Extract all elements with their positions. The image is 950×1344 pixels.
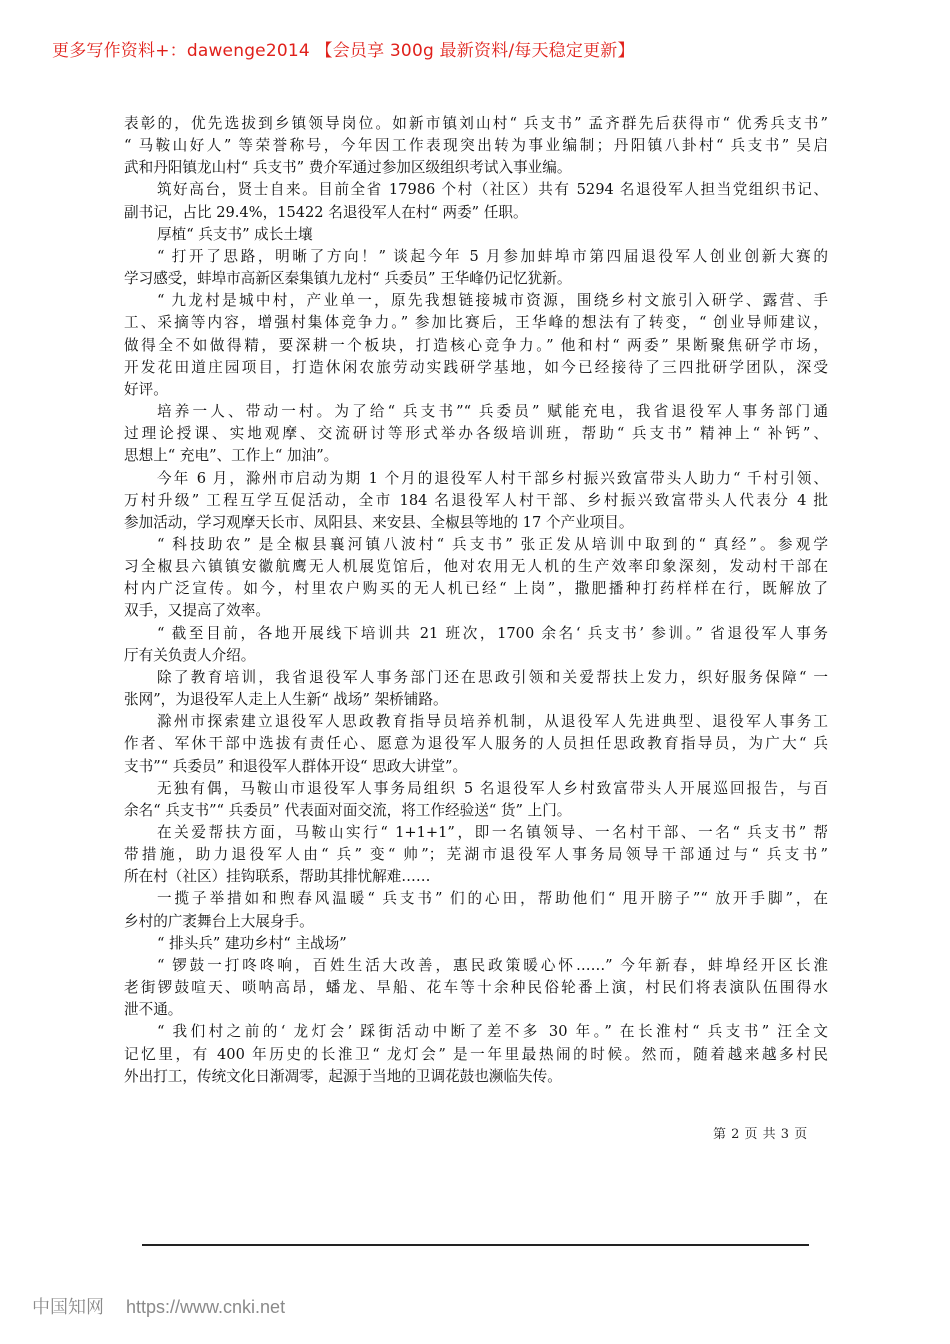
paragraph — [124, 401, 828, 467]
text-line: 滁州市探索建立退役军人思政教育指导员培养机制，从退役军人先进典型、退役军人事务工 — [157, 713, 828, 731]
paragraph — [124, 246, 828, 290]
text-line: 无独有偶，马鞍山市退役军人事务局组织 5 名退役军人乡村致富带头人开展巡回报告，与百 — [157, 779, 828, 797]
text-line: 武和丹阳镇龙山村“ 兵支书” 费介军通过参加区级组织考试入事业编。 — [124, 159, 572, 177]
paragraph — [124, 1021, 828, 1087]
watermark-footer — [32, 1293, 307, 1319]
text-line: 带措施，助力退役军人由“ 兵” 变“ 帅”；芜湖市退役军人事务局领导干部通过与“ 兵支书” — [124, 846, 828, 864]
footer-brand: 中国知网 — [32, 1297, 104, 1317]
text-line: 思想上“ 充电”、工作上“ 加油”。 — [124, 447, 339, 465]
text-line: 在关爱帮扶方面，马鞍山实行“ 1+1+1”，即一名镇领导、一名村干部、一名“ 兵支书” 帮 — [157, 824, 828, 841]
text-line: 好评。 — [124, 380, 168, 398]
text-line: 厅有关负责人介绍。 — [124, 646, 256, 664]
paragraph — [124, 778, 828, 822]
text-line: 开发花田道庄园项目，打造休闲农旅劳动实践研学基地，如今已经接待了三四批研学团队，深受 — [124, 358, 828, 376]
text-line: 表彰的，优先选拔到乡镇领导岗位。如新市镇刘山村“ 兵支书” 孟齐群先后获得市“ 优秀兵支书” — [124, 115, 828, 132]
text-line: 老街锣鼓喧天、唢呐高昂，蟠龙、旱船、花车等十余种民俗轮番上演，村民们将表演队伍围得水 — [124, 979, 828, 997]
text-line: 学习感受，蚌埠市高新区秦集镇九龙村“ 兵委员” 王华峰仍记忆犹新。 — [124, 270, 572, 288]
paragraph — [124, 822, 828, 888]
text-line: “ 截至目前，各地开展线下培训共 21 班次，1700 余名‘ 兵支书’ 参训。” 省退役军人事务 — [157, 624, 828, 642]
paragraph — [124, 224, 828, 246]
paragraph — [124, 667, 828, 711]
text-line: 培养一人、带动一村。为了给“ 兵支书”“ 兵委员” 赋能充电，我省退役军人事务部门通 — [157, 403, 828, 421]
text-line: 副书记，占比 29.4%，15422 名退役军人在村“ 两委” 任职。 — [124, 203, 528, 221]
paragraph — [124, 534, 828, 623]
text-line: 做得全不如做得精，要深耕一个板块，打造核心竞争力。” 他和村“ 两委” 果断聚焦研学市场， — [124, 336, 828, 354]
text-line: 所在村（社区）挂钩联系，帮助其排忧解难…… — [124, 868, 431, 886]
paragraph — [124, 711, 828, 777]
text-line: 厚植“ 兵支书” 成长土壤 — [157, 225, 313, 243]
text-line: 余名“ 兵支书”“ 兵委员” 代表面对面交流，将工作经验送“ 货” 上门。 — [124, 801, 572, 819]
text-line: 筑好高台，贤士自来。目前全省 17986 个村（社区）共有 5294 名退役军人担当党组织书记、 — [157, 181, 828, 199]
text-line: 今年 6 月，滁州市启动为期 1 个月的退役军人村干部乡村振兴致富带头人助力“ 千村引领、 — [157, 469, 828, 487]
paragraph — [124, 955, 828, 1021]
paragraph — [124, 623, 828, 667]
article-body — [124, 113, 828, 1088]
text-line: 外出打工，传统文化日渐凋零，起源于当地的卫调花鼓也濒临失传。 — [124, 1067, 562, 1085]
promo-banner: 更多写作资料+：dawenge2014 【会员享 300g 最新资料/每天稳定更新】 — [52, 41, 635, 61]
text-line: “ 锣鼓一打咚咚响，百姓生活大改善，惠民政策暖心怀……” 今年新春，蚌埠经开区长淮 — [157, 956, 828, 974]
paragraph — [124, 113, 828, 179]
footer-url[interactable]: https://www.cnki.net — [126, 1297, 286, 1317]
text-line: 一揽子举措如和煦春风温暖“ 兵支书” 们的心田，帮助他们“ 甩开膀子”“ 放开手脚”，在 — [157, 890, 828, 908]
text-line: 工、采摘等内容，增强村集体竞争力。” 参加比赛后，王华峰的想法有了转变，“ 创业导师建议， — [124, 314, 828, 332]
text-line: “ 科技助农” 是全椒县襄河镇八波村“ 兵支书” 张正发从培训中取到的“ 真经”。参观学 — [157, 535, 828, 553]
text-line: “ 九龙村是城中村，产业单一，原先我想链接城市资源，围绕乡村文旅引入研学、露营、手 — [157, 292, 828, 310]
footer-divider — [142, 1244, 809, 1246]
text-line: 作者、军休干部中选拔有责任心、愿意为退役军人服务的人员担任思政教育指导员，为广大“ 兵 — [124, 735, 828, 753]
page-number: 第 2 页 共 3 页 — [713, 1127, 808, 1142]
text-line: 张网”，为退役军人走上人生新“ 战场” 架桥铺路。 — [124, 691, 448, 709]
text-line: 泄不通。 — [124, 1001, 183, 1019]
text-line: “ 打开了思路，明晰了方向！” 谈起今年 5 月参加蚌埠市第四届退役军人创业创新大赛的 — [157, 247, 828, 265]
text-line: “ 马鞍山好人” 等荣誉称号，今年因工作表现突出转为事业编制；丹阳镇八卦村“ 兵支书” 吴启 — [124, 137, 828, 155]
paragraph — [124, 888, 828, 932]
paragraph — [124, 179, 828, 223]
text-line: 记忆里，有 400 年历史的长淮卫“ 龙灯会” 是一年里最热闹的时候。然而，随着越来越多村民 — [124, 1045, 828, 1063]
text-line: 支书”“ 兵委员” 和退役军人群体开设“ 思政大讲堂”。 — [124, 757, 468, 775]
paragraph — [124, 933, 828, 955]
text-line: 乡村的广袤舞台上大展身手。 — [124, 912, 314, 930]
text-line: 除了教育培训，我省退役军人事务部门还在思政引领和关爱帮扶上发力，织好服务保障“ 一 — [157, 668, 828, 686]
paragraph — [124, 468, 828, 534]
text-line: 过理论授课、实地观摩、交流研讨等形式举办各级培训班，帮助“ 兵支书” 精神上“ 补钙”、 — [124, 425, 828, 443]
text-line: 双手，又提高了效率。 — [124, 602, 270, 620]
text-line: “ 排头兵” 建功乡村“ 主战场” — [157, 934, 347, 952]
text-line: 参加活动，学习观摩天长市、凤阳县、来安县、全椒县等地的 17 个产业项目。 — [124, 513, 634, 531]
text-line: “ 我们村之前的‘ 龙灯会’ 踩街活动中断了差不多 30 年。” 在长淮村“ 兵支书” 汪全文 — [157, 1023, 828, 1041]
text-line: 万村升级” 工程互学互促活动，全市 184 名退役军人村干部、乡村振兴致富带头人代表分 4 批 — [124, 491, 828, 509]
text-line: 村内广泛宣传。如今，村里农户购买的无人机已经“ 上岗”，撒肥播种打药样样在行，既解放了 — [124, 580, 828, 598]
text-line: 习全椒县六镇镇安徽航鹰无人机展览馆后，他对农用无人机的生产效率印象深刻，发动村干部在 — [124, 558, 828, 576]
paragraph — [124, 290, 828, 401]
